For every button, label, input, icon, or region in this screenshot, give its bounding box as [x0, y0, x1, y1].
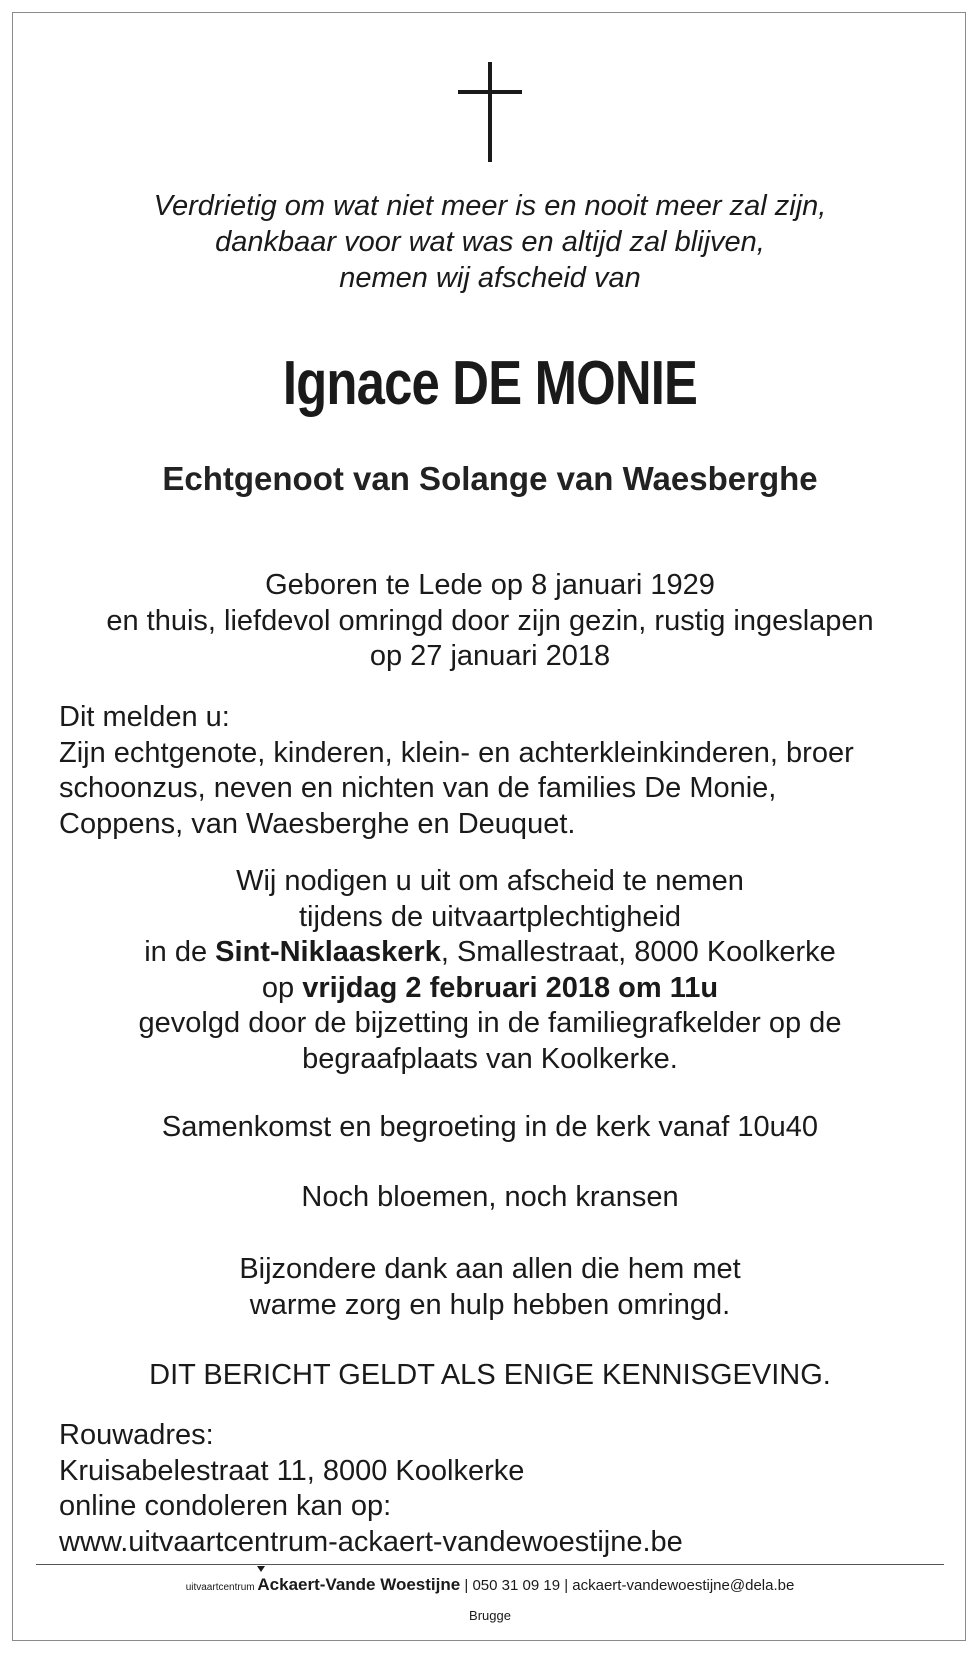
- cross-icon: [458, 62, 522, 162]
- invite-prefix: in de: [144, 936, 216, 968]
- footer-phone[interactable]: 050 31 09 19: [472, 1577, 561, 1594]
- quote-line: nemen wij afscheid van: [339, 262, 641, 294]
- invite-line: begraafplaats van Koolkerke.: [302, 1042, 678, 1075]
- invite-line: gevolgd door de bijzetting in de familiegrafkelder op de: [138, 1007, 842, 1039]
- mourning-address: [59, 1418, 939, 1560]
- address-street: Kruisabelestraat 11, 8000 Koolkerke: [59, 1454, 525, 1487]
- condolence-label: online condoleren kan op:: [59, 1490, 392, 1522]
- birth-death-info: [30, 568, 950, 675]
- family-announcement: [59, 700, 939, 842]
- address-label: Rouwadres:: [59, 1419, 214, 1451]
- funeral-home-name: [257, 1575, 460, 1594]
- thanks-note: [30, 1252, 950, 1323]
- funeral-home-footer: [30, 1575, 950, 1626]
- info-line: op 27 januari 2018: [369, 640, 611, 672]
- info-line: Geboren te Lede op 8 januari 1929: [265, 569, 715, 601]
- church-name: Sint-Niklaaskerk: [215, 936, 441, 968]
- family-line: Zijn echtgenote, kinderen, klein- en achterkleinkinderen, broer: [59, 736, 854, 769]
- footer-sep: |: [460, 1577, 473, 1594]
- quote-line: dankbaar voor wat was en altijd zal blijven,: [215, 226, 765, 258]
- footer-sep: |: [560, 1577, 573, 1594]
- info-line: en thuis, liefdevol omringd door zijn gezin, rustig ingeslapen: [106, 604, 874, 637]
- opening-quote: [30, 188, 950, 296]
- invite-line-church: [30, 935, 950, 971]
- footer-email[interactable]: ackaert-vandewoestijne@dela.be: [572, 1577, 795, 1594]
- spouse-line: Echtgenoot van Solange van Waesberghe: [162, 460, 818, 497]
- footer-divider: [36, 1564, 944, 1565]
- footer-prefix: uitvaartcentrum: [185, 1582, 258, 1593]
- invite-line: tijdens de uitvaartplechtigheid: [298, 900, 682, 933]
- brand-text: Ackaert-Vande Woestijne: [257, 1575, 461, 1594]
- invite-line: Wij nodigen u uit om afscheid te nemen: [236, 865, 744, 897]
- thanks-line: Bijzondere dank aan allen die hem met: [239, 1253, 741, 1285]
- funeral-date: vrijdag 2 februari 2018 om 11u: [302, 971, 719, 1004]
- marker-icon: [257, 1566, 265, 1572]
- date-prefix: op: [261, 971, 303, 1004]
- invite-line-date: [30, 971, 950, 1007]
- footer-city: Brugge: [469, 1608, 511, 1623]
- church-address: , Smallestraat, 8000 Koolkerke: [440, 936, 836, 968]
- official-notice: DIT BERICHT GELDT ALS ENIGE KENNISGEVING.: [149, 1359, 831, 1391]
- condolence-link[interactable]: www.uitvaartcentrum-ackaert-vandewoestijne.be: [59, 1525, 683, 1558]
- family-line: schoonzus, neven en nichten van de families De Monie,: [59, 772, 777, 804]
- family-line: Dit melden u:: [59, 701, 230, 733]
- funeral-invitation: [30, 864, 950, 1077]
- thanks-line: warme zorg en hulp hebben omringd.: [249, 1288, 731, 1321]
- deceased-name: Ignace DE MONIE: [282, 349, 698, 418]
- family-line: Coppens, van Waesberghe en Deuquet.: [59, 807, 576, 840]
- flowers-note: Noch bloemen, noch kransen: [301, 1181, 679, 1213]
- gathering-info: Samenkomst en begroeting in de kerk vanaf 10u40: [161, 1111, 819, 1143]
- quote-line: Verdrietig om wat niet meer is en nooit meer zal zijn,: [153, 190, 827, 222]
